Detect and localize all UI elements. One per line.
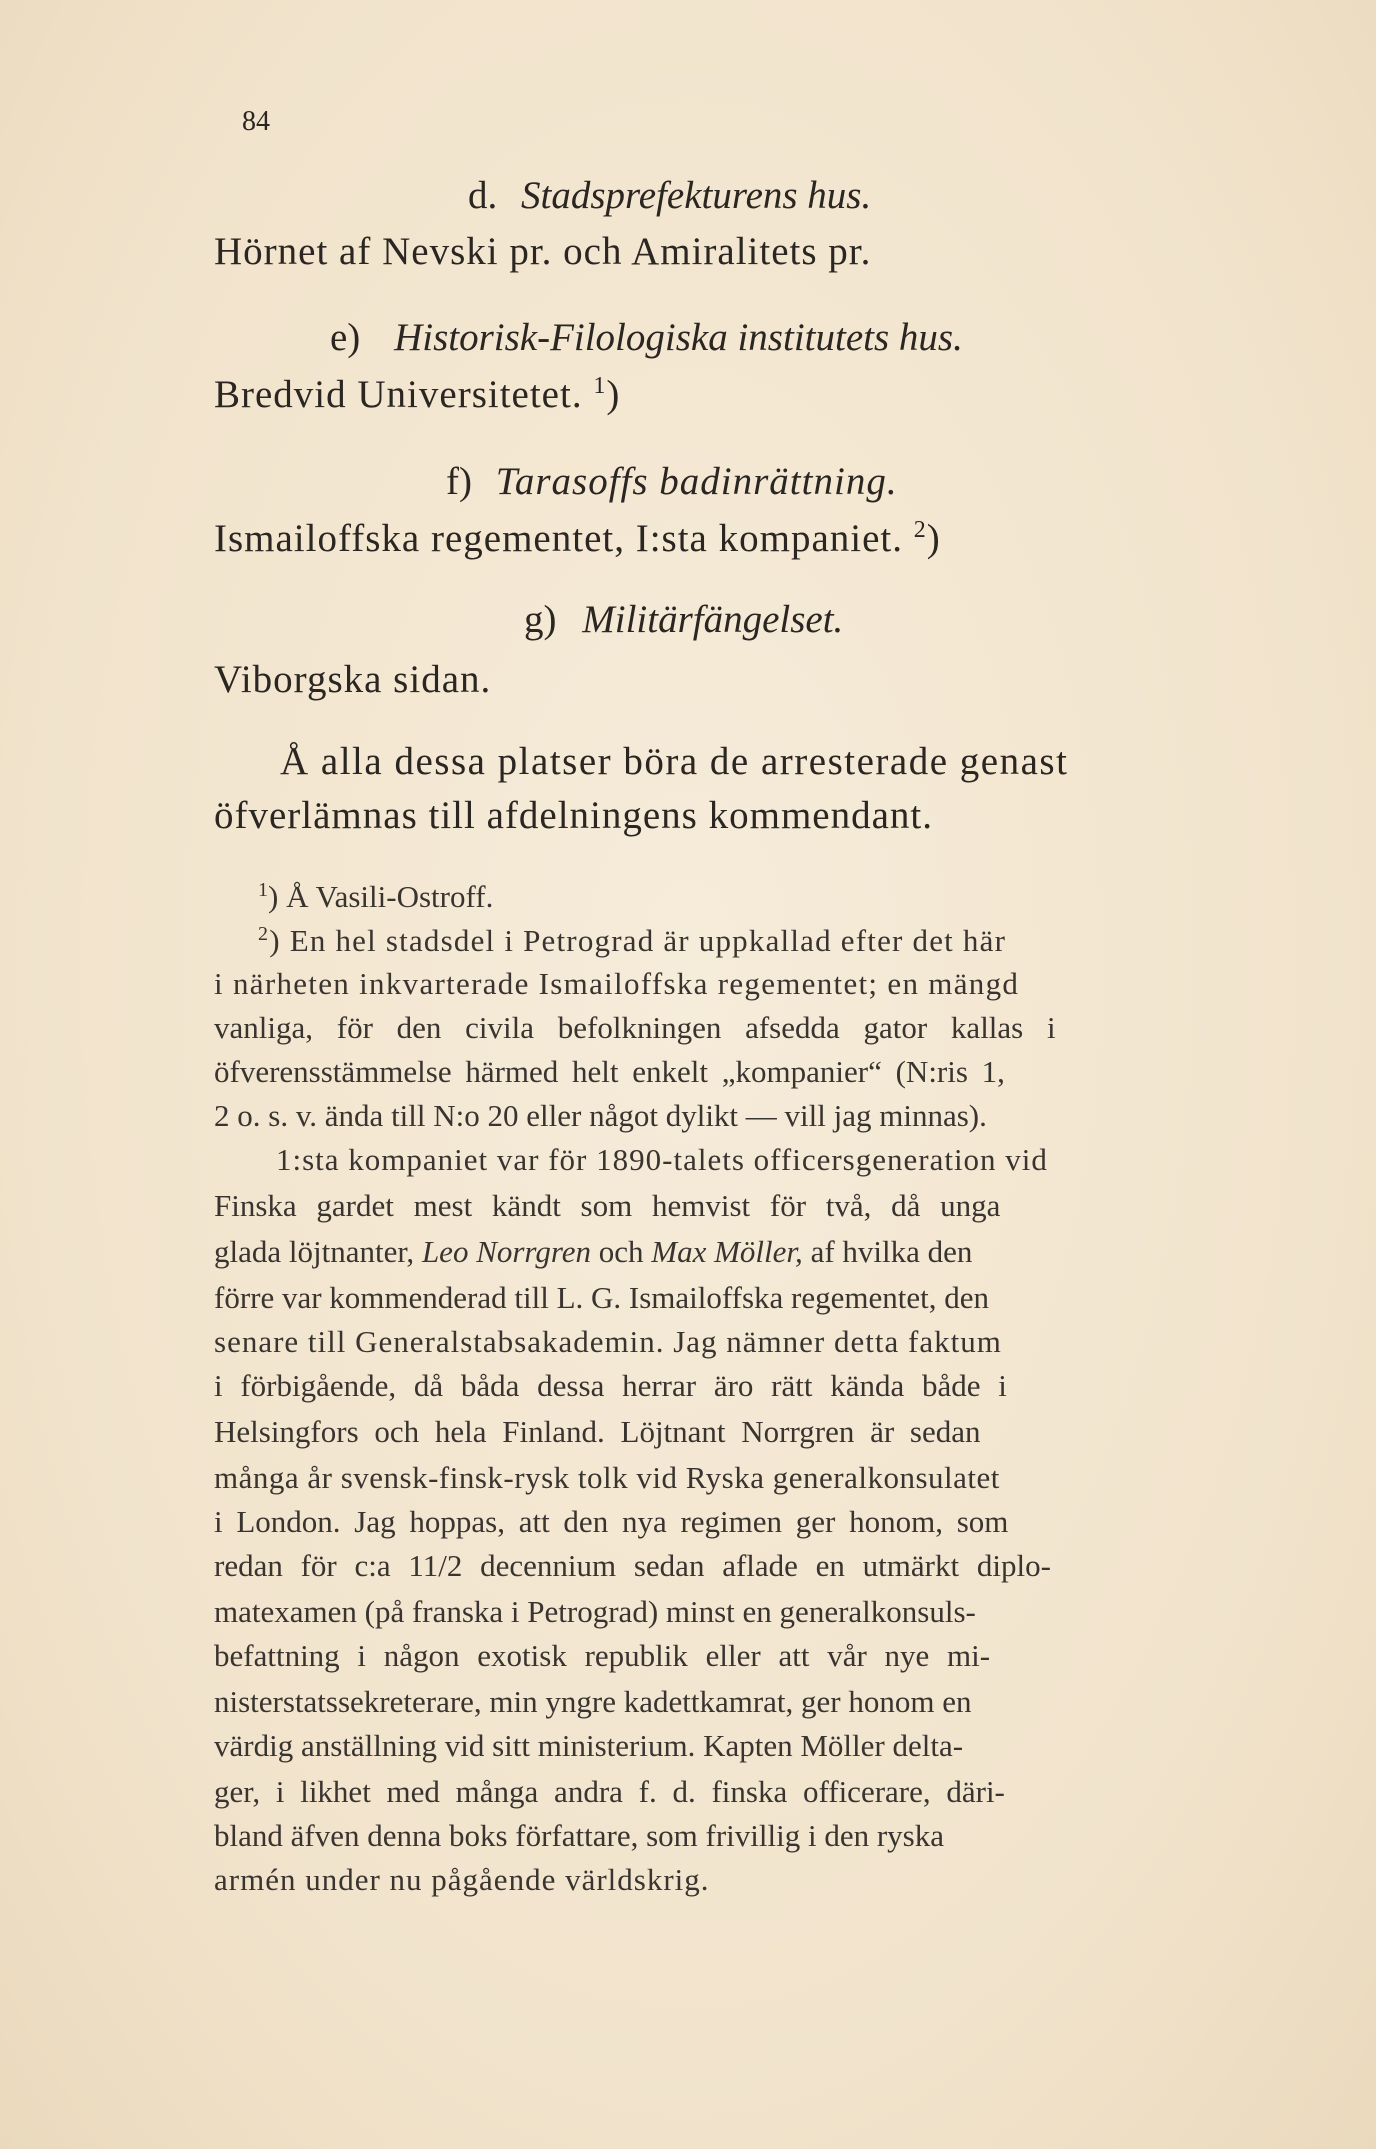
footnote-2-line: öfverensstämmelse härmed helt enkelt „kompanier“ (N:ris 1, — [214, 1054, 1005, 1089]
section-e-heading — [330, 318, 963, 357]
body-line-1: Å alla dessa platser böra de arresterade genast — [280, 740, 1069, 783]
footnote-2-line: 1:sta kompaniet var för 1890-talets officersgeneration vid — [276, 1142, 1048, 1177]
footnote-2-line: många år svensk-finsk-rysk tolk vid Ryska generalkonsulatet — [214, 1460, 1000, 1495]
footnote-text: decennium sedan aflade en utmärkt diplo- — [480, 1548, 1051, 1583]
footnote-ref: 1 — [593, 373, 607, 399]
page-number: 84 — [242, 106, 270, 137]
footnote-2-line: i närheten inkvarterade Ismailoffska regementet; en mängd — [214, 966, 1020, 1001]
section-d-location: Hörnet af Nevski pr. och Amiralitets pr. — [214, 230, 872, 273]
footnote-2-line: nisterstatssekreterare, min yngre kadettkamrat, ger honom en — [214, 1684, 972, 1719]
person-name: Max Möller, — [651, 1234, 803, 1269]
section-d-heading — [468, 176, 871, 215]
footnote-2-line: värdig anställning vid sitt ministerium. Kapten Möller delta- — [214, 1728, 964, 1763]
footnote-1: $^1$) Å Vasili-Ostroff. — [258, 879, 494, 914]
footnote-2-line: armén under nu pågående världskrig. — [214, 1862, 710, 1897]
footnote-2-line: befattning i någon exotisk republik eller att vår nye mi- — [214, 1638, 991, 1673]
section-marker: g) — [524, 598, 557, 641]
section-title: Stadsprefekturens hus. — [521, 174, 872, 217]
footnote-2-line: förre var kommenderad till L. G. Ismailoffska regementet, den — [214, 1280, 990, 1315]
section-f-location — [214, 518, 941, 558]
footnote-2-line — [214, 1236, 972, 1267]
section-marker: d. — [468, 174, 498, 217]
section-marker: f) — [446, 460, 472, 503]
section-e-location — [214, 374, 620, 414]
footnote-text: af hvilka den — [810, 1234, 973, 1269]
footnote-2-line: ger, i likhet med många andra f. d. finska officerare, däri- — [214, 1774, 1005, 1809]
section-marker: e) — [330, 316, 361, 359]
footnote-2-line: vanliga, för den civila befolkningen afsedda gator kallas i — [214, 1010, 1056, 1045]
footnote-text: och — [598, 1234, 644, 1269]
footnote-number: 2 — [258, 923, 270, 945]
footnote-2-line: i London. Jag hoppas, att den nya regimen ger honom, som — [214, 1504, 1009, 1539]
footnote-2-line: bland äfven denna boks författare, som frivillig i den ryska — [214, 1818, 944, 1853]
footnote-text: En hel stadsdel i Petrograd är uppkallad efter det här — [289, 923, 1007, 958]
section-title: Historisk-Filologiska institutets hus. — [394, 316, 963, 359]
footnote-2-line: senare till Generalstabsakademin. Jag nämner detta faktum — [214, 1324, 1002, 1359]
section-g-heading — [524, 600, 843, 639]
footnote-2-line: i förbigående, då båda dessa herrar äro rätt kända både i — [214, 1368, 1007, 1403]
footnote-ref-paren: ) — [926, 517, 941, 560]
footnote-ref-paren: ) — [606, 373, 621, 416]
footnote-text: redan för c:a 1 — [214, 1548, 423, 1583]
footnote-ref: 2 — [913, 517, 927, 543]
footnote-2-line — [214, 1550, 1051, 1581]
section-title: Tarasoffs badinrättning. — [495, 460, 898, 503]
section-g-location: Viborgska sidan. — [214, 658, 492, 701]
fraction: 1/2 — [422, 1548, 463, 1583]
footnote-2-line: 2 o. s. v. ända till N:o 20 eller något dylikt — vill jag minnas). — [214, 1098, 987, 1133]
person-name: Leo Norrgren — [421, 1234, 592, 1269]
footnote-2-line: Helsingfors och hela Finland. Löjtnant Norrgren är sedan — [214, 1414, 981, 1449]
footnote-2-line: Finska gardet mest kändt som hemvist för två, då unga — [214, 1188, 1001, 1223]
section-title: Militärfängelset. — [582, 598, 844, 641]
footnote-2-line: matexamen (på franska i Petrograd) minst en generalkonsuls- — [214, 1594, 976, 1629]
body-line-2: öfverlämnas till afdelningens kommendant. — [214, 794, 933, 837]
footnote-text: glada löjtnanter, — [214, 1234, 415, 1269]
location-text: Ismailoffska regementet, I:sta kompaniet. — [214, 517, 903, 560]
footnote-text: Å Vasili-Ostroff. — [286, 879, 494, 914]
footnote-2-line: $^2$) En hel stadsdel i Petrograd är uppkallad efter det här — [258, 923, 1007, 958]
section-f-heading — [446, 462, 898, 501]
footnote-number: 1 — [258, 879, 268, 901]
location-text: Bredvid Universitetet. — [214, 373, 583, 416]
